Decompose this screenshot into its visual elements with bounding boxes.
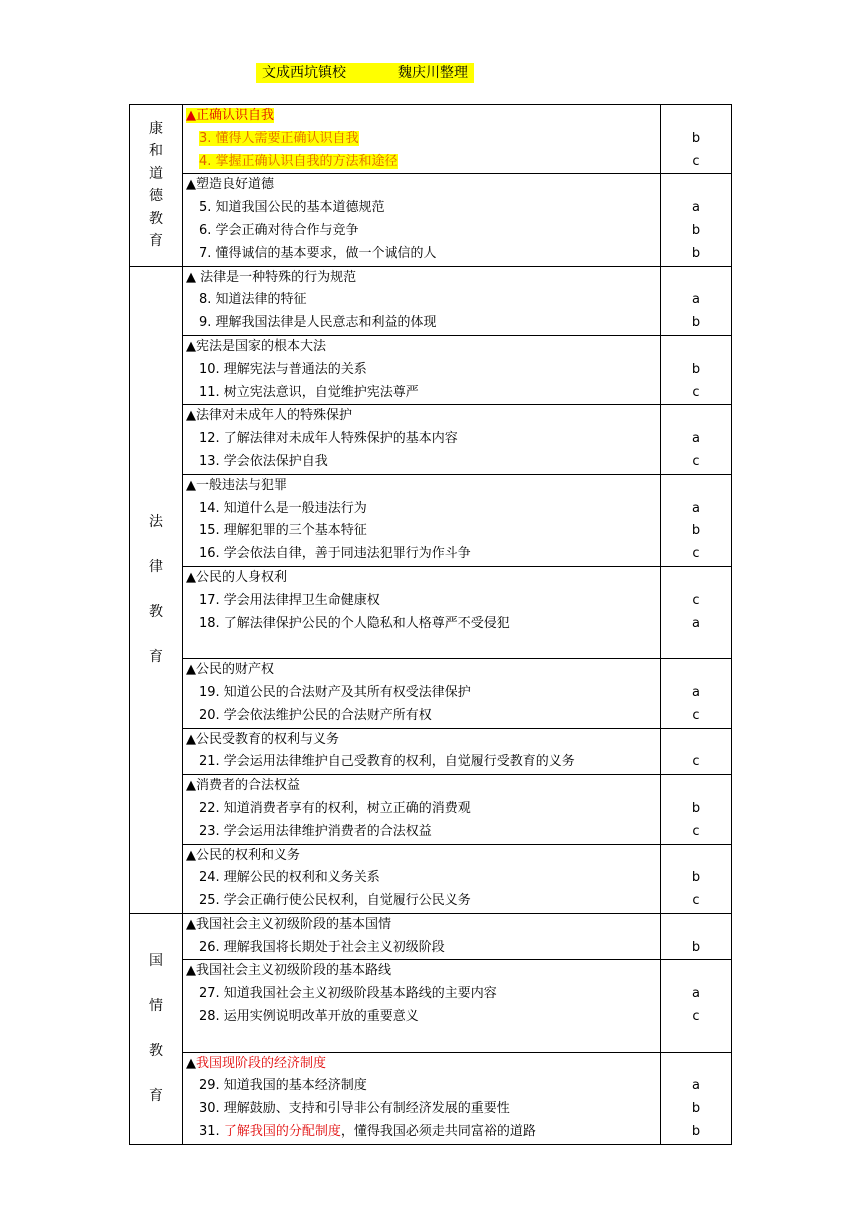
level-cell: c — [661, 728, 732, 775]
table-row — [130, 566, 732, 658]
table-row — [130, 728, 732, 775]
section-title: ▲公民的人身权利 — [186, 569, 287, 585]
item-text: 11. 树立宪法意识，自觉维护宪法尊严 — [199, 384, 419, 400]
section-content — [183, 659, 661, 728]
school-name: 文成西坑镇校 — [262, 65, 346, 81]
item-text: 15. 理解犯罪的三个基本特征 — [199, 523, 367, 539]
table-row — [130, 659, 732, 728]
section-title: ▲塑造良好道德 — [186, 177, 274, 193]
section-title: ▲我国现阶段的经济制度 — [186, 1055, 327, 1071]
section-content — [183, 405, 661, 474]
item-text: 3. 懂得人需要正确认识自我 — [199, 130, 359, 146]
item-text: 9. 理解我国法律是人民意志和利益的体现 — [199, 315, 437, 331]
document-header — [256, 63, 474, 83]
section-content — [183, 474, 661, 566]
table-row — [130, 913, 732, 960]
level-cell: b c — [661, 335, 732, 404]
table-row — [130, 960, 732, 1052]
author-name: 魏庆川整理 — [398, 65, 468, 81]
item-text: 6. 学会正确对待合作与竞争 — [199, 222, 359, 238]
item-text: 19. 知道公民的合法财产及其所有权受法律保护 — [199, 684, 471, 700]
section-title: ▲法律对未成年人的特殊保护 — [186, 408, 352, 424]
item-text: 28. 运用实例说明改革开放的重要意义 — [199, 1009, 419, 1025]
level-cell — [661, 105, 732, 174]
level-cell: a b b — [661, 1052, 732, 1144]
category-moral: 康 和 道 德 教 育 — [130, 105, 183, 267]
item-text: 29. 知道我国的基本经济制度 — [199, 1078, 367, 1094]
section-content — [183, 960, 661, 1052]
table-row — [130, 1052, 732, 1144]
level-cell: a c — [661, 405, 732, 474]
curriculum-table — [129, 104, 732, 1145]
item-text: 23. 学会运用法律维护消费者的合法权益 — [199, 823, 432, 839]
item-text: 25. 学会正确行使公民权利，自觉履行公民义务 — [199, 893, 471, 909]
item-text: 14. 知道什么是一般违法行为 — [199, 500, 367, 516]
item-text: 21. 学会运用法律维护自己受教育的权利，自觉履行受教育的义务 — [199, 754, 575, 770]
item-text: 26. 理解我国将长期处于社会主义初级阶段 — [199, 939, 445, 955]
section-title: ▲我国社会主义初级阶段的基本路线 — [186, 963, 391, 979]
item-text: 4. 掌握正确认识自我的方法和途径 — [199, 153, 398, 169]
level-cell: b — [661, 913, 732, 960]
level-cell: b c — [661, 775, 732, 844]
section-title: ▲正确认识自我 — [186, 108, 274, 123]
item-text: 5. 知道我国公民的基本道德规范 — [199, 200, 385, 216]
level-cell: a c — [661, 659, 732, 728]
section-content — [183, 105, 661, 174]
item-text: 17. 学会用法律捍卫生命健康权 — [199, 592, 380, 608]
item-text: 22. 知道消费者享有的权利，树立正确的消费观 — [199, 800, 471, 816]
table-row — [130, 266, 732, 335]
item-text: 16. 学会依法自律，善于同违法犯罪行为作斗争 — [199, 546, 471, 562]
item-text: 8. 知道法律的特征 — [199, 292, 307, 308]
item-text: 13. 学会依法保护自我 — [199, 453, 328, 469]
level-value: b — [691, 130, 701, 146]
section-content — [183, 1052, 661, 1144]
section-content — [183, 566, 661, 658]
section-content — [183, 913, 661, 960]
item-text: 31. 了解我国的分配制度，懂得我国必须走共同富裕的道路 — [199, 1124, 536, 1140]
section-title: ▲一般违法与犯罪 — [186, 477, 287, 493]
table-row — [130, 335, 732, 404]
item-text: 18. 了解法律保护公民的个人隐私和人格尊严不受侵犯 — [199, 615, 510, 631]
section-content — [183, 174, 661, 266]
table-row — [130, 775, 732, 844]
item-text: 24. 理解公民的权利和义务关系 — [199, 870, 380, 886]
category-nation: 国 情 教 育 — [130, 913, 183, 1144]
section-content — [183, 844, 661, 913]
table-row — [130, 174, 732, 266]
section-content — [183, 266, 661, 335]
section-title: ▲ 法律是一种特殊的行为规范 — [186, 269, 357, 285]
section-title: ▲公民的权利和义务 — [186, 847, 300, 863]
level-cell: c a — [661, 566, 732, 658]
section-title: ▲消费者的合法权益 — [186, 778, 300, 794]
section-content — [183, 728, 661, 775]
level-cell: a b — [661, 266, 732, 335]
level-cell: a b b — [661, 174, 732, 266]
level-cell: b c — [661, 844, 732, 913]
table-row — [130, 844, 732, 913]
table-row — [130, 105, 732, 174]
item-text: 20. 学会依法维护公民的合法财产所有权 — [199, 707, 432, 723]
item-text: 7. 懂得诚信的基本要求，做一个诚信的人 — [199, 245, 437, 261]
item-text: 30. 理解鼓励、支持和引导非公有制经济发展的重要性 — [199, 1101, 510, 1117]
section-content — [183, 335, 661, 404]
section-title: ▲宪法是国家的根本大法 — [186, 338, 326, 354]
item-text: 10. 理解宪法与普通法的关系 — [199, 361, 367, 377]
table-row — [130, 405, 732, 474]
level-cell: a c — [661, 960, 732, 1052]
level-value: c — [692, 153, 700, 169]
item-text: 12. 了解法律对未成年人特殊保护的基本内容 — [199, 431, 458, 447]
section-title: ▲我国社会主义初级阶段的基本国情 — [186, 916, 391, 932]
level-cell: a b c — [661, 474, 732, 566]
category-law: 法 律 教 育 — [130, 266, 183, 913]
item-text: 27. 知道我国社会主义初级阶段基本路线的主要内容 — [199, 986, 497, 1002]
table-row — [130, 474, 732, 566]
section-title: ▲公民受教育的权利与义务 — [186, 731, 339, 747]
section-content — [183, 775, 661, 844]
section-title: ▲公民的财产权 — [186, 662, 274, 678]
